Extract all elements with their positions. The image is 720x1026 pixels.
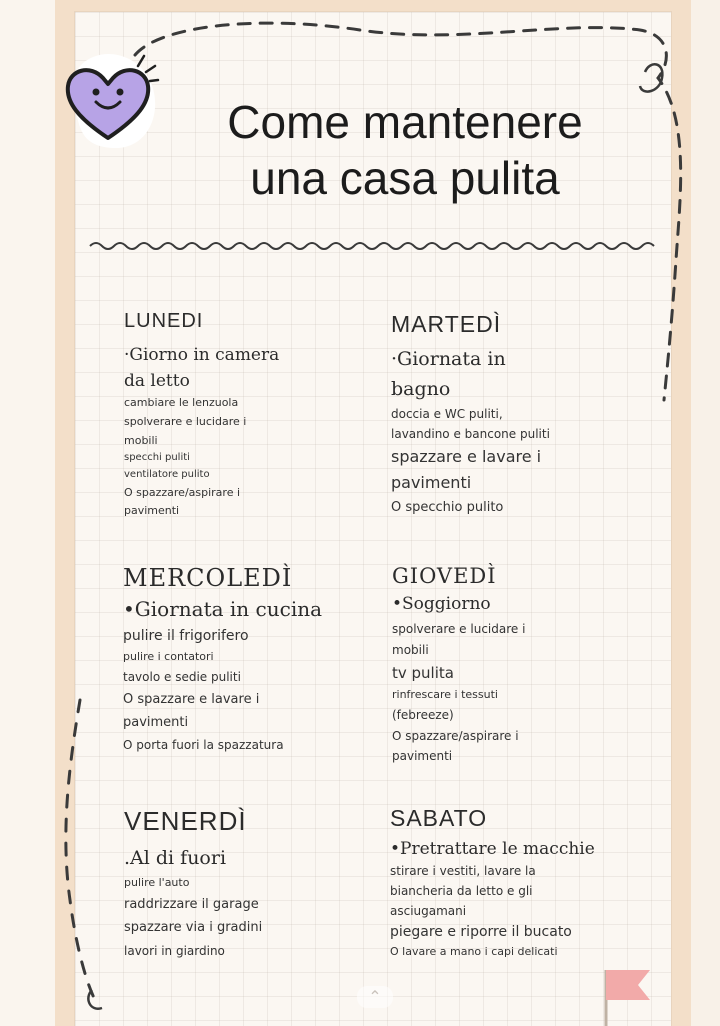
list-item: (febreeze) — [392, 708, 454, 722]
list-item: ·Giornata in — [391, 348, 506, 370]
day-heading: VENERDÌ — [124, 806, 247, 836]
list-item: •Soggiorno — [392, 594, 491, 614]
day-heading: LUNEDI — [124, 310, 204, 332]
list-item: tv pulita — [392, 664, 454, 682]
list-item: da letto — [124, 371, 190, 391]
heart-smiley-icon — [58, 40, 163, 155]
day-tuesday — [391, 310, 550, 520]
list-item: piegare e riporre il bucato — [390, 924, 572, 940]
list-item: spazzare e lavare i — [391, 447, 542, 466]
list-item: •Pretrattare le macchie — [390, 839, 595, 859]
list-item: O spazzare/aspirare i — [392, 729, 519, 743]
list-item: O specchio pulito — [391, 500, 504, 515]
day-friday — [124, 804, 262, 962]
list-item: ·Giorno in camera — [124, 345, 280, 365]
list-item: bagno — [391, 378, 451, 400]
background-left — [0, 0, 60, 1026]
day-heading: GIOVEDÌ — [392, 564, 497, 588]
list-item: pavimenti — [391, 473, 472, 492]
day-heading: MARTEDÌ — [391, 311, 502, 337]
list-item: pulire l'auto — [124, 876, 190, 889]
list-item: tavolo e sedie puliti — [123, 670, 241, 684]
day-heading: MERCOLEDÌ — [123, 564, 293, 592]
title-line-2: una casa pulita — [250, 152, 560, 204]
list-item: mobili — [392, 643, 429, 657]
list-item: specchi puliti — [124, 452, 190, 463]
list-item: pavimenti — [123, 715, 189, 730]
list-item: biancheria da letto e gli — [390, 884, 533, 898]
day-heading: SABATO — [390, 805, 488, 831]
list-item: cambiare le lenzuola — [124, 396, 239, 409]
list-item: pavimenti — [124, 504, 180, 517]
list-item: doccia e WC puliti, — [391, 407, 503, 421]
list-item: pulire i contatori — [123, 650, 214, 663]
list-item: mobili — [124, 434, 158, 447]
list-item: .Al di fuori — [124, 847, 227, 869]
day-saturday — [390, 803, 595, 961]
day-wednesday — [123, 562, 322, 756]
list-item: spolverare e lucidare i — [392, 622, 526, 636]
list-item: asciugamani — [390, 904, 467, 918]
list-item: rinfrescare i tessuti — [392, 688, 498, 701]
list-item: pavimenti — [392, 749, 453, 763]
scroll-up-button[interactable] — [357, 986, 393, 1008]
title-line-1: Come mantenere — [227, 96, 583, 148]
list-item: pulire il frigorifero — [123, 628, 249, 644]
list-item: lavori in giardino — [124, 944, 225, 958]
list-item: O lavare a mano i capi delicati — [390, 945, 558, 958]
list-item: O spazzare/aspirare i — [124, 486, 241, 499]
page-title — [160, 94, 650, 206]
list-item: O spazzare e lavare i — [123, 692, 260, 707]
list-item: ventilatore pulito — [124, 469, 210, 480]
day-thursday — [392, 562, 525, 766]
background-right — [690, 0, 720, 1026]
list-item: O porta fuori la spazzatura — [123, 738, 284, 752]
list-item: •Giornata in cucina — [123, 597, 323, 621]
list-item: spolverare e lucidare i — [124, 415, 247, 428]
day-monday — [124, 308, 279, 520]
list-item: lavandino e bancone puliti — [391, 427, 550, 441]
chevron-up-icon: ⌃ — [368, 989, 382, 1006]
list-item: spazzare via i gradini — [124, 920, 263, 935]
list-item: raddrizzare il garage — [124, 897, 259, 912]
list-item: stirare i vestiti, lavare la — [390, 864, 536, 878]
